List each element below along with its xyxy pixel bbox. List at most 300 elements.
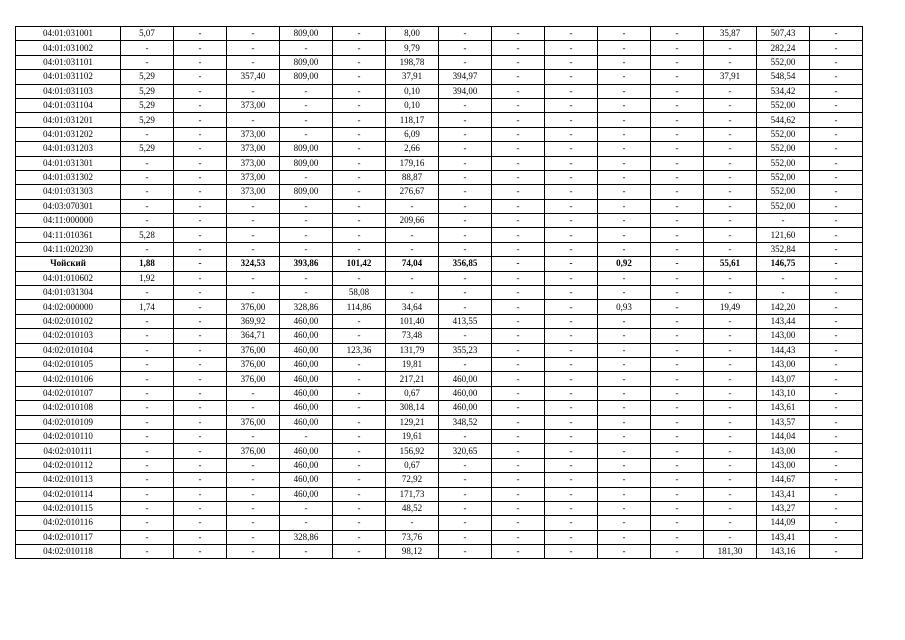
table-cell: - bbox=[333, 242, 386, 256]
table-cell: 5,29 bbox=[121, 113, 174, 127]
table-cell: - bbox=[121, 55, 174, 69]
table-cell: - bbox=[545, 70, 598, 84]
table-cell: 143,41 bbox=[757, 530, 810, 544]
table-cell: - bbox=[174, 27, 227, 41]
table-cell: - bbox=[492, 199, 545, 213]
table-cell: - bbox=[280, 170, 333, 184]
table-row bbox=[16, 228, 863, 242]
table-cell: - bbox=[439, 271, 492, 285]
table-cell: - bbox=[439, 357, 492, 371]
row-code-cell: 04:02:010108 bbox=[16, 401, 121, 415]
table-cell: - bbox=[757, 271, 810, 285]
table-row bbox=[16, 113, 863, 127]
table-cell: - bbox=[492, 70, 545, 84]
table-cell: - bbox=[545, 98, 598, 112]
table-cell: - bbox=[333, 113, 386, 127]
table-cell: 143,10 bbox=[757, 386, 810, 400]
row-code-cell: 04:01:031001 bbox=[16, 27, 121, 41]
table-row bbox=[16, 199, 863, 213]
table-cell: - bbox=[598, 458, 651, 472]
table-cell: - bbox=[492, 55, 545, 69]
table-cell: 5,29 bbox=[121, 70, 174, 84]
table-row bbox=[16, 386, 863, 400]
table-cell: - bbox=[386, 228, 439, 242]
table-cell: 143,00 bbox=[757, 329, 810, 343]
table-cell: - bbox=[227, 55, 280, 69]
table-row bbox=[16, 516, 863, 530]
table-cell: 144,67 bbox=[757, 473, 810, 487]
table-cell: - bbox=[598, 98, 651, 112]
table-row bbox=[16, 84, 863, 98]
table-cell: - bbox=[545, 473, 598, 487]
table-cell: - bbox=[174, 228, 227, 242]
table-cell: 460,00 bbox=[280, 458, 333, 472]
table-cell: 460,00 bbox=[280, 473, 333, 487]
row-code-cell: 04:02:000000 bbox=[16, 300, 121, 314]
table-cell: - bbox=[492, 372, 545, 386]
table-cell: 198,78 bbox=[386, 55, 439, 69]
table-cell: - bbox=[598, 444, 651, 458]
table-cell: - bbox=[598, 142, 651, 156]
table-cell: - bbox=[492, 458, 545, 472]
table-cell: - bbox=[439, 41, 492, 55]
table-cell: - bbox=[598, 228, 651, 242]
table-cell: - bbox=[810, 329, 863, 343]
table-cell: - bbox=[704, 98, 757, 112]
table-cell: - bbox=[651, 27, 704, 41]
document-page bbox=[15, 26, 863, 559]
table-row bbox=[16, 458, 863, 472]
table-cell: - bbox=[439, 199, 492, 213]
table-cell: - bbox=[280, 84, 333, 98]
table-cell: - bbox=[704, 444, 757, 458]
table-cell: 143,61 bbox=[757, 401, 810, 415]
table-cell: 809,00 bbox=[280, 156, 333, 170]
table-cell: 460,00 bbox=[439, 386, 492, 400]
table-cell: - bbox=[333, 501, 386, 515]
table-cell: - bbox=[333, 41, 386, 55]
table-cell: - bbox=[492, 127, 545, 141]
table-cell: - bbox=[280, 271, 333, 285]
table-cell: - bbox=[704, 170, 757, 184]
table-cell: - bbox=[280, 516, 333, 530]
table-cell: - bbox=[439, 429, 492, 443]
table-cell: - bbox=[439, 530, 492, 544]
table-cell: - bbox=[227, 271, 280, 285]
table-cell: - bbox=[810, 271, 863, 285]
table-cell: - bbox=[545, 257, 598, 271]
table-cell: - bbox=[439, 329, 492, 343]
table-cell: 0,10 bbox=[386, 98, 439, 112]
table-cell: - bbox=[810, 142, 863, 156]
table-cell: - bbox=[651, 156, 704, 170]
table-cell: 376,00 bbox=[227, 343, 280, 357]
table-cell: - bbox=[810, 458, 863, 472]
table-cell: - bbox=[174, 286, 227, 300]
table-cell: 142,20 bbox=[757, 300, 810, 314]
table-row bbox=[16, 357, 863, 371]
table-cell: - bbox=[333, 444, 386, 458]
table-row bbox=[16, 271, 863, 285]
table-cell: 5,29 bbox=[121, 84, 174, 98]
table-cell: - bbox=[439, 286, 492, 300]
table-cell: - bbox=[545, 113, 598, 127]
row-code-cell: 04:01:031302 bbox=[16, 170, 121, 184]
table-cell: - bbox=[333, 530, 386, 544]
table-cell: - bbox=[121, 343, 174, 357]
row-code-cell: 04:01:031103 bbox=[16, 84, 121, 98]
table-cell: 364,71 bbox=[227, 329, 280, 343]
table-cell: - bbox=[121, 530, 174, 544]
table-cell: 356,85 bbox=[439, 257, 492, 271]
table-cell: 101,42 bbox=[333, 257, 386, 271]
table-cell: - bbox=[704, 501, 757, 515]
table-cell: - bbox=[492, 343, 545, 357]
table-cell: - bbox=[545, 458, 598, 472]
table-cell: - bbox=[704, 473, 757, 487]
table-cell: 8,00 bbox=[386, 27, 439, 41]
table-cell: - bbox=[227, 214, 280, 228]
table-cell: - bbox=[227, 401, 280, 415]
table-cell: - bbox=[598, 343, 651, 357]
table-cell: - bbox=[174, 386, 227, 400]
table-cell: 460,00 bbox=[280, 357, 333, 371]
table-cell: - bbox=[174, 545, 227, 559]
table-cell: - bbox=[492, 271, 545, 285]
row-code-cell: 04:02:010106 bbox=[16, 372, 121, 386]
table-cell: - bbox=[545, 127, 598, 141]
table-cell: - bbox=[704, 401, 757, 415]
table-cell: 143,27 bbox=[757, 501, 810, 515]
table-cell: - bbox=[333, 27, 386, 41]
table-cell: - bbox=[174, 300, 227, 314]
table-cell: 1,74 bbox=[121, 300, 174, 314]
table-cell: - bbox=[227, 429, 280, 443]
table-cell: 58,08 bbox=[333, 286, 386, 300]
table-cell: - bbox=[227, 41, 280, 55]
table-cell: - bbox=[651, 314, 704, 328]
table-cell: - bbox=[704, 314, 757, 328]
row-code-cell: 04:02:010116 bbox=[16, 516, 121, 530]
table-cell: - bbox=[598, 545, 651, 559]
table-cell: - bbox=[333, 228, 386, 242]
table-cell: - bbox=[386, 286, 439, 300]
table-row bbox=[16, 242, 863, 256]
table-cell: - bbox=[121, 156, 174, 170]
table-cell: - bbox=[492, 98, 545, 112]
row-code-cell: 04:01:031303 bbox=[16, 185, 121, 199]
table-cell: 6,09 bbox=[386, 127, 439, 141]
table-cell: 552,00 bbox=[757, 199, 810, 213]
table-cell: - bbox=[545, 300, 598, 314]
table-cell: 552,00 bbox=[757, 156, 810, 170]
table-cell: - bbox=[492, 286, 545, 300]
table-cell: 308,14 bbox=[386, 401, 439, 415]
row-code-cell: 04:02:010112 bbox=[16, 458, 121, 472]
table-cell: - bbox=[810, 170, 863, 184]
table-cell: - bbox=[810, 300, 863, 314]
table-cell: 460,00 bbox=[280, 372, 333, 386]
table-cell: - bbox=[227, 545, 280, 559]
table-cell: - bbox=[651, 458, 704, 472]
table-cell: - bbox=[545, 386, 598, 400]
table-cell: - bbox=[810, 429, 863, 443]
table-cell: - bbox=[651, 228, 704, 242]
table-cell: - bbox=[280, 501, 333, 515]
table-cell: 19,61 bbox=[386, 429, 439, 443]
table-cell: - bbox=[386, 199, 439, 213]
table-row bbox=[16, 343, 863, 357]
table-cell: 74,04 bbox=[386, 257, 439, 271]
table-cell: - bbox=[439, 27, 492, 41]
table-cell: - bbox=[545, 271, 598, 285]
table-cell: 460,00 bbox=[280, 444, 333, 458]
table-cell: - bbox=[810, 530, 863, 544]
table-cell: - bbox=[545, 185, 598, 199]
table-cell: - bbox=[810, 27, 863, 41]
table-cell: - bbox=[439, 545, 492, 559]
table-cell: - bbox=[492, 429, 545, 443]
table-cell: 809,00 bbox=[280, 55, 333, 69]
table-cell: - bbox=[174, 142, 227, 156]
table-cell: - bbox=[810, 113, 863, 127]
table-cell: - bbox=[333, 214, 386, 228]
table-cell: 809,00 bbox=[280, 185, 333, 199]
table-cell: 276,67 bbox=[386, 185, 439, 199]
table-row bbox=[16, 127, 863, 141]
row-code-cell: 04:01:031203 bbox=[16, 142, 121, 156]
table-cell: - bbox=[386, 271, 439, 285]
table-cell: - bbox=[545, 415, 598, 429]
table-cell: - bbox=[492, 329, 545, 343]
table-cell: - bbox=[333, 487, 386, 501]
table-cell: - bbox=[121, 41, 174, 55]
table-cell: - bbox=[439, 501, 492, 515]
table-cell: - bbox=[545, 228, 598, 242]
table-cell: - bbox=[545, 530, 598, 544]
table-cell: - bbox=[121, 401, 174, 415]
table-row bbox=[16, 530, 863, 544]
table-cell: - bbox=[545, 501, 598, 515]
table-cell: - bbox=[545, 357, 598, 371]
table-cell: - bbox=[333, 70, 386, 84]
table-cell: - bbox=[810, 214, 863, 228]
table-cell: - bbox=[121, 473, 174, 487]
table-cell: - bbox=[333, 271, 386, 285]
table-cell: - bbox=[651, 286, 704, 300]
table-cell: - bbox=[121, 329, 174, 343]
table-cell: 143,00 bbox=[757, 458, 810, 472]
table-cell: - bbox=[545, 516, 598, 530]
table-cell: - bbox=[651, 113, 704, 127]
table-cell: - bbox=[174, 70, 227, 84]
table-cell: 5,07 bbox=[121, 27, 174, 41]
table-cell: - bbox=[333, 458, 386, 472]
table-cell: - bbox=[439, 516, 492, 530]
table-cell: 181,30 bbox=[704, 545, 757, 559]
table-cell: - bbox=[704, 286, 757, 300]
table-cell: 129,21 bbox=[386, 415, 439, 429]
table-cell: 534,42 bbox=[757, 84, 810, 98]
table-row-summary bbox=[16, 257, 863, 271]
row-code-cell: 04:01:031201 bbox=[16, 113, 121, 127]
table-cell: - bbox=[492, 185, 545, 199]
table-cell: - bbox=[545, 372, 598, 386]
table-cell: 101,40 bbox=[386, 314, 439, 328]
table-cell: - bbox=[492, 300, 545, 314]
table-cell: - bbox=[386, 516, 439, 530]
table-cell: - bbox=[227, 286, 280, 300]
table-cell: 1,92 bbox=[121, 271, 174, 285]
table-cell: 357,40 bbox=[227, 70, 280, 84]
table-cell: - bbox=[651, 127, 704, 141]
table-cell: - bbox=[439, 113, 492, 127]
table-cell: - bbox=[810, 199, 863, 213]
row-code-cell: 04:02:010105 bbox=[16, 357, 121, 371]
table-cell: - bbox=[439, 170, 492, 184]
table-cell: - bbox=[810, 228, 863, 242]
table-cell: - bbox=[651, 444, 704, 458]
table-cell: - bbox=[333, 473, 386, 487]
table-cell: - bbox=[174, 429, 227, 443]
table-cell: - bbox=[651, 98, 704, 112]
table-cell: - bbox=[333, 357, 386, 371]
table-cell: 552,00 bbox=[757, 55, 810, 69]
row-code-cell: 04:02:010107 bbox=[16, 386, 121, 400]
table-cell: - bbox=[280, 214, 333, 228]
table-row bbox=[16, 429, 863, 443]
table-cell: - bbox=[227, 501, 280, 515]
row-code-cell: 04:02:010115 bbox=[16, 501, 121, 515]
table-cell: - bbox=[704, 55, 757, 69]
table-cell: - bbox=[810, 357, 863, 371]
table-cell: - bbox=[545, 55, 598, 69]
table-cell: - bbox=[439, 458, 492, 472]
table-row bbox=[16, 27, 863, 41]
table-cell: - bbox=[439, 185, 492, 199]
table-cell: - bbox=[492, 242, 545, 256]
row-code-cell: 04:03:070301 bbox=[16, 199, 121, 213]
table-cell: - bbox=[439, 300, 492, 314]
table-cell: - bbox=[227, 113, 280, 127]
table-cell: - bbox=[492, 545, 545, 559]
table-cell: 5,28 bbox=[121, 228, 174, 242]
table-cell: - bbox=[227, 487, 280, 501]
row-code-cell: 04:01:010602 bbox=[16, 271, 121, 285]
table-cell: - bbox=[174, 458, 227, 472]
table-cell: 460,00 bbox=[280, 415, 333, 429]
table-cell: - bbox=[333, 199, 386, 213]
table-cell: 35,87 bbox=[704, 27, 757, 41]
table-row bbox=[16, 401, 863, 415]
table-cell: - bbox=[174, 530, 227, 544]
table-cell: - bbox=[598, 156, 651, 170]
table-cell: - bbox=[598, 55, 651, 69]
row-code-cell: Чойский bbox=[16, 257, 121, 271]
table-cell: - bbox=[492, 27, 545, 41]
table-cell: 0,10 bbox=[386, 84, 439, 98]
table-cell: 460,00 bbox=[280, 329, 333, 343]
table-cell: - bbox=[174, 170, 227, 184]
table-cell: - bbox=[704, 271, 757, 285]
table-cell: - bbox=[333, 329, 386, 343]
table-cell: 552,00 bbox=[757, 127, 810, 141]
table-cell: - bbox=[810, 156, 863, 170]
table-cell: - bbox=[174, 516, 227, 530]
table-cell: - bbox=[280, 199, 333, 213]
table-cell: 394,97 bbox=[439, 70, 492, 84]
table-cell: - bbox=[174, 329, 227, 343]
table-cell: - bbox=[651, 545, 704, 559]
table-cell: - bbox=[333, 170, 386, 184]
table-cell: - bbox=[492, 530, 545, 544]
table-cell: 88,87 bbox=[386, 170, 439, 184]
table-cell: - bbox=[651, 386, 704, 400]
table-cell: - bbox=[810, 415, 863, 429]
table-cell: 98,12 bbox=[386, 545, 439, 559]
table-cell: 460,00 bbox=[280, 314, 333, 328]
table-cell: - bbox=[651, 214, 704, 228]
table-cell: - bbox=[810, 516, 863, 530]
table-cell: - bbox=[545, 401, 598, 415]
table-cell: - bbox=[121, 170, 174, 184]
table-cell: 144,43 bbox=[757, 343, 810, 357]
table-cell: - bbox=[439, 142, 492, 156]
table-row bbox=[16, 501, 863, 515]
table-cell: 171,73 bbox=[386, 487, 439, 501]
table-cell: - bbox=[545, 329, 598, 343]
table-cell: - bbox=[174, 214, 227, 228]
table-cell: - bbox=[492, 357, 545, 371]
table-cell: - bbox=[121, 386, 174, 400]
table-cell: - bbox=[757, 214, 810, 228]
table-cell: - bbox=[704, 156, 757, 170]
table-cell: - bbox=[227, 530, 280, 544]
table-cell: - bbox=[810, 386, 863, 400]
table-cell: - bbox=[386, 242, 439, 256]
table-cell: 809,00 bbox=[280, 27, 333, 41]
table-cell: - bbox=[704, 127, 757, 141]
table-cell: - bbox=[492, 142, 545, 156]
table-cell: 460,00 bbox=[280, 343, 333, 357]
table-cell: 552,00 bbox=[757, 142, 810, 156]
table-cell: 376,00 bbox=[227, 372, 280, 386]
table-cell: - bbox=[333, 185, 386, 199]
table-cell: - bbox=[121, 501, 174, 515]
table-cell: 143,57 bbox=[757, 415, 810, 429]
table-cell: - bbox=[598, 113, 651, 127]
row-code-cell: 04:01:031002 bbox=[16, 41, 121, 55]
table-row bbox=[16, 545, 863, 559]
table-cell: 5,29 bbox=[121, 98, 174, 112]
row-code-cell: 04:02:010111 bbox=[16, 444, 121, 458]
table-cell: - bbox=[810, 401, 863, 415]
table-cell: - bbox=[545, 242, 598, 256]
table-cell: 376,00 bbox=[227, 444, 280, 458]
table-cell: - bbox=[174, 501, 227, 515]
table-cell: - bbox=[598, 70, 651, 84]
table-cell: - bbox=[810, 545, 863, 559]
table-cell: - bbox=[545, 487, 598, 501]
table-cell: - bbox=[174, 444, 227, 458]
table-cell: - bbox=[439, 242, 492, 256]
row-code-cell: 04:02:010113 bbox=[16, 473, 121, 487]
table-cell: 552,00 bbox=[757, 185, 810, 199]
table-cell: 143,07 bbox=[757, 372, 810, 386]
table-cell: - bbox=[651, 257, 704, 271]
table-cell: - bbox=[810, 41, 863, 55]
table-cell: 809,00 bbox=[280, 142, 333, 156]
